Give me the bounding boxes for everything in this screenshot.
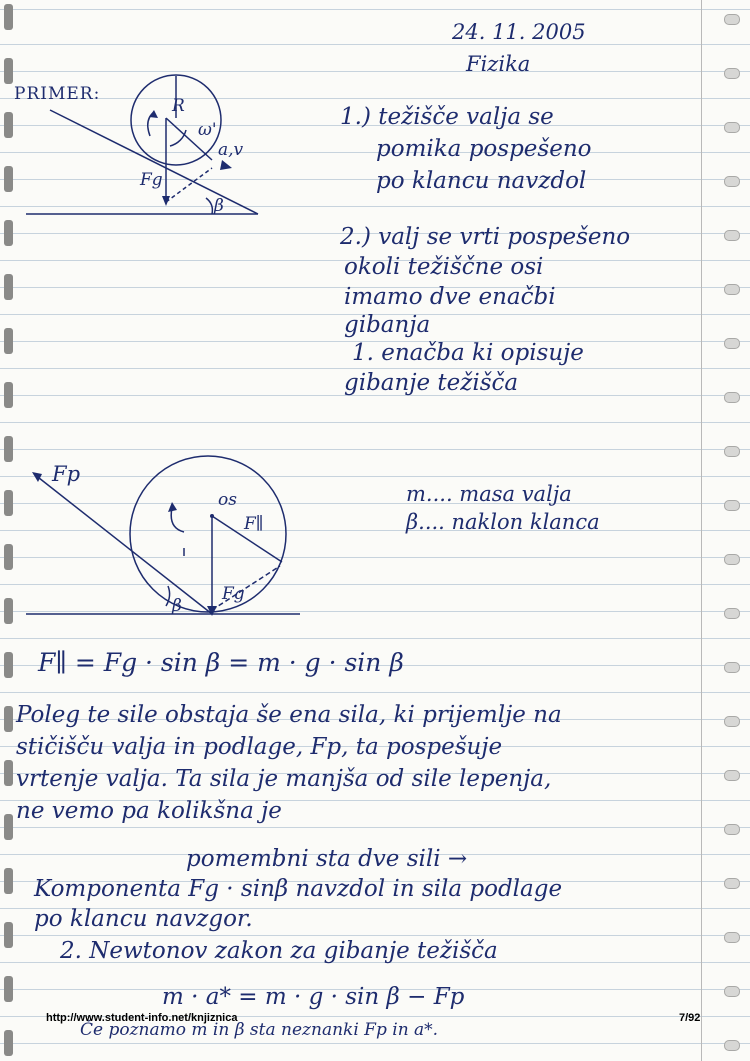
page-number: 7/92 bbox=[679, 1012, 701, 1024]
step-line: 1. enačba ki opisuje bbox=[352, 340, 584, 366]
footer-url[interactable]: http://www.student-info.net/knjiznica bbox=[46, 1012, 238, 1024]
label-fp: Fp bbox=[52, 462, 81, 486]
paragraph-line: vrtenje valja. Ta sila je manjša od sile lepenja, bbox=[16, 766, 552, 792]
paragraph-line: stičišču valja in podlage, Fp, ta pospešuje bbox=[16, 734, 503, 760]
legend-item: m.... masa valja bbox=[406, 482, 572, 506]
label-beta2: β bbox=[172, 596, 182, 616]
label-fpar: F∥ bbox=[244, 514, 264, 534]
equation1: F∥ = Fg · sin β = m · g · sin β bbox=[38, 648, 404, 677]
date: 24. 11. 2005 bbox=[452, 20, 586, 44]
label-os: os bbox=[218, 490, 237, 510]
label-r: R bbox=[172, 96, 185, 116]
diagram2 bbox=[0, 0, 330, 640]
label-omega: ω' bbox=[198, 120, 217, 140]
legend-item: β.... naklon klanca bbox=[406, 510, 600, 534]
components-line: po klancu navzgor. bbox=[34, 906, 253, 932]
step-line: po klancu navzdol bbox=[376, 168, 587, 194]
label-fg2: Fg bbox=[222, 584, 245, 604]
paragraph-line: Poleg te sile obstaja še ena sila, ki prijemlje na bbox=[16, 702, 562, 728]
page-edge bbox=[692, 0, 750, 1061]
equation2: m · a* = m · g · sin β − Fp bbox=[162, 984, 465, 1010]
note: pomembni sta dve sili → bbox=[186, 846, 468, 872]
step-line: imamo dve enačbi bbox=[344, 284, 556, 310]
step-line: 2.) valj se vrti pospešeno bbox=[340, 224, 631, 250]
subject: Fizika bbox=[466, 52, 531, 76]
paragraph-line: ne vemo pa kolikšna je bbox=[16, 798, 282, 824]
step-line: 1.) težišče valja se bbox=[340, 104, 554, 130]
label-beta: β bbox=[214, 196, 224, 216]
label-a: a,v bbox=[218, 140, 244, 160]
step-line: gibanja bbox=[344, 312, 431, 338]
step-line: pomika pospešeno bbox=[376, 136, 592, 162]
newton-law: 2. Newtonov zakon za gibanje težišča bbox=[60, 938, 498, 964]
components-line: Komponenta Fg · sinβ navzdol in sila podlage bbox=[34, 876, 563, 902]
step-line: okoli težiščne osi bbox=[344, 254, 544, 280]
label-fg: Fg bbox=[140, 170, 163, 190]
diagram1-title: PRIMER: bbox=[14, 84, 101, 104]
step-line: gibanje težišča bbox=[344, 370, 519, 396]
last-line: Če poznamo m in β sta neznanki Fp in a*. bbox=[80, 1020, 439, 1040]
